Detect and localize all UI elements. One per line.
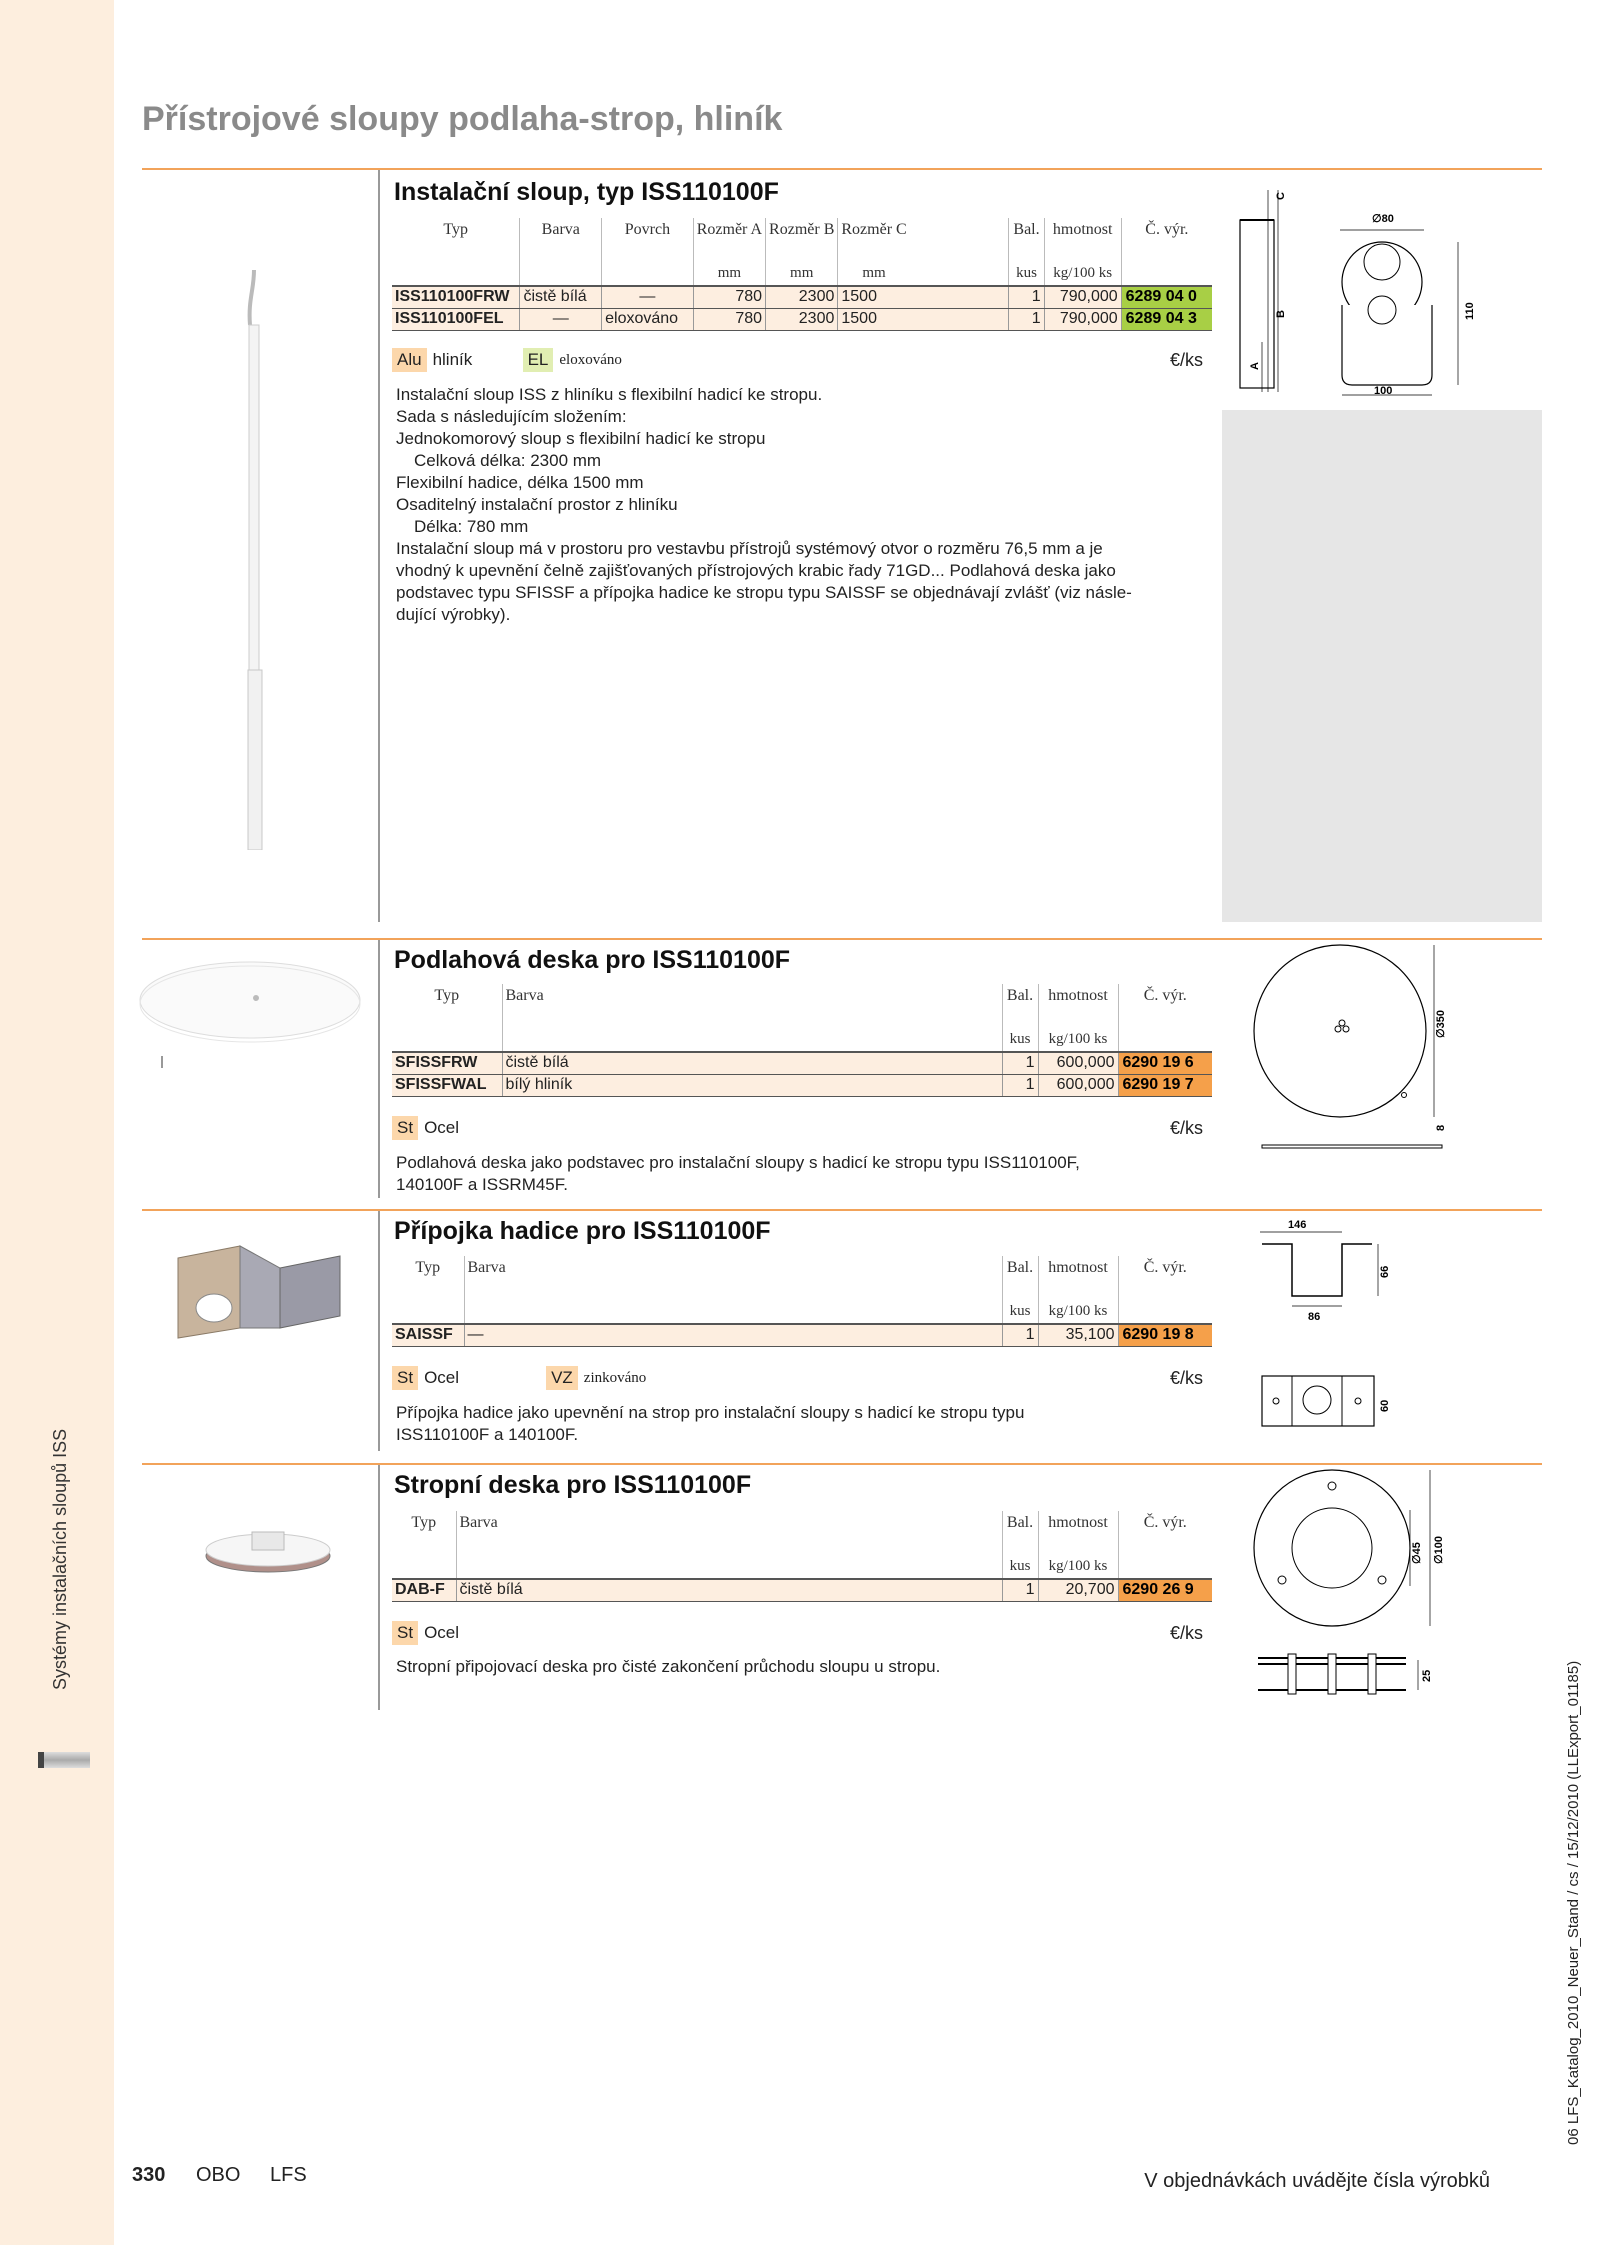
- svg-text:C: C: [1275, 192, 1287, 200]
- hose-connector-photo: [170, 1228, 350, 1348]
- col-rozmer-c: Rozměr C: [838, 218, 910, 262]
- order-code: 6290 19 6: [1118, 1052, 1212, 1074]
- section1-divider: [378, 170, 380, 922]
- order-code: 6290 19 7: [1118, 1074, 1212, 1096]
- order-code: 6289 04 3: [1121, 308, 1212, 330]
- price-unit: €/ks: [1170, 350, 1204, 370]
- side-label: Systémy instalačních sloupů ISS: [50, 1428, 70, 1690]
- section1-materials: Alu hliník EL eloxováno: [392, 348, 622, 372]
- section1-title: Instalační sloup, typ ISS110100F: [394, 178, 779, 206]
- svg-text:110: 110: [1464, 302, 1476, 320]
- col-typ: Typ: [443, 221, 469, 238]
- svg-text:100: 100: [1374, 385, 1393, 397]
- finish-badge: EL: [523, 348, 554, 372]
- table-row: SFISSFRW čistě bílá 1 600,000 6290 19 6: [392, 1052, 1212, 1074]
- section3-drawing: [1222, 1214, 1542, 1449]
- section3-table: Typ Barva Bal. hmotnost Č. výr. kus kg/100 ks SAISSF — 1 35,100 6290 19 8: [392, 1256, 1212, 1347]
- brand-obo: OBO: [196, 2164, 241, 2186]
- section4-divider: [378, 1465, 380, 1710]
- col-hmotnost: hmotnost: [1044, 218, 1121, 262]
- table-row: SAISSF — 1 35,100 6290 19 8: [392, 1324, 1212, 1346]
- svg-text:∅100: ∅100: [1433, 1536, 1445, 1564]
- footer-note: V objednávkách uvádějte čísla výrobků: [1144, 2170, 1490, 2192]
- col-rozmer-a: Rozměr A: [693, 218, 765, 262]
- section4-title: Stropní deska pro ISS110100F: [394, 1471, 752, 1499]
- svg-text:B: B: [1275, 310, 1287, 318]
- section2-table: Typ Barva Bal. hmotnost Č. výr. kus kg/100 ks SFISSFRW čistě bílá 1 600,000 6290 19 6 SFISSFWAL bílý hliník 1 600,000 6290 19 7: [392, 984, 1212, 1097]
- table-row: ISS110100FRW čistě bílá — 780 2300 1500 1 790,000 6289 04 0: [392, 286, 1212, 308]
- section1-table: Typ Barva Povrch Rozměr A Rozměr B Rozměr C Bal. hmotnost Č. výr. mm mm mm kus kg/100 ks ISS110100FRW čistě bílá — 780 2300 1500 1 790,000 6289 04 0 ISS110100FEL — eloxováno 780 2300 1500 1 790,000 6289 04 3: [392, 218, 1212, 331]
- section2-top-rule: [142, 938, 1542, 940]
- section1-description: Instalační sloup ISS z hliníku s flexibilní hadicí ke stropu. Sada s následujícím složením: Jednokomorový sloup s flexibilní hadicí ke stropu Celková délka: 2300 mm Flexibilní hadice, délka 1500 mm Osaditelný instalační prostor z hliníku Délka: 780 mm Instalační sloup má v prostoru pro vestavbu přístrojů systémový otvor o rozměru 76,5 mm a je vhodný k upevnění čelně zajišťovaných přístrojových krabic řady 71GD... Podlahová deska jako podstavec typu SFISSF a přípojka hadice ke stropu typu SAISSF se objednávají zvlášť (viz násle- dující výrobky).: [396, 385, 1132, 624]
- section4-table: Typ Barva Bal. hmotnost Č. výr. kus kg/100 ks DAB-F čistě bílá 1 20,700 6290 26 9: [392, 1511, 1212, 1602]
- svg-text:146: 146: [1288, 1219, 1307, 1231]
- svg-text:∅45: ∅45: [1411, 1542, 1423, 1564]
- price-unit: €/ks: [1170, 1118, 1204, 1138]
- section2-drawing: [1222, 943, 1542, 1196]
- section3-description: Přípojka hadice jako upevnění na strop pro instalační sloupy s hadicí ke stropu typu ISS110100F a 140100F.: [396, 1403, 1025, 1444]
- col-povrch: Povrch: [602, 218, 694, 262]
- section2-title: Podlahová deska pro ISS110100F: [394, 946, 791, 974]
- section3-top-rule: [142, 1209, 1542, 1211]
- brand-lfs: LFS: [270, 2164, 307, 2186]
- table-row: SFISSFWAL bílý hliník 1 600,000 6290 19 7: [392, 1074, 1212, 1096]
- svg-text:∅80: ∅80: [1372, 213, 1394, 225]
- material-badge: St: [392, 1366, 418, 1390]
- svg-text:8: 8: [1435, 1124, 1447, 1131]
- svg-text:66: 66: [1379, 1265, 1391, 1278]
- order-code: 6289 04 0: [1121, 286, 1212, 308]
- price-unit: €/ks: [1170, 1368, 1204, 1388]
- section2-divider: [378, 940, 380, 1198]
- page-title: Přístrojové sloupy podlaha-strop, hliník: [142, 100, 783, 138]
- table-row: ISS110100FEL — eloxováno 780 2300 1500 1 790,000 6289 04 3: [392, 308, 1212, 330]
- page-number: 330: [132, 2164, 166, 2186]
- section3-materials: St Ocel VZ zinkováno: [392, 1366, 646, 1390]
- section2-materials: St Ocel: [392, 1116, 459, 1140]
- svg-text:86: 86: [1308, 1311, 1321, 1323]
- floor-plate-photo: [130, 960, 370, 1070]
- finish-badge: VZ: [546, 1366, 578, 1390]
- svg-text:A: A: [1249, 362, 1261, 370]
- col-cvyr: Č. výr.: [1121, 218, 1212, 262]
- svg-text:60: 60: [1379, 1399, 1391, 1412]
- order-code: 6290 26 9: [1118, 1579, 1212, 1601]
- svg-text:25: 25: [1421, 1669, 1433, 1682]
- order-code: 6290 19 8: [1118, 1324, 1212, 1346]
- price-unit: €/ks: [1170, 1623, 1204, 1643]
- section4-description: Stropní připojovací deska pro čisté zakončení průchodu sloupu u stropu.: [396, 1657, 941, 1676]
- material-badge: St: [392, 1116, 418, 1140]
- section3-title: Přípojka hadice pro ISS110100F: [394, 1217, 771, 1245]
- material-badge: St: [392, 1621, 418, 1645]
- section4-drawing: [1222, 1468, 1542, 1708]
- section4-top-rule: [142, 1463, 1542, 1465]
- col-barva: Barva: [520, 218, 602, 262]
- col-rozmer-b: Rozměr B: [766, 218, 838, 262]
- material-badge: Alu: [392, 348, 427, 372]
- print-meta: 06 LFS_Katalog_2010_Neuer_Stand / cs / 15/12/2010 (LLExport_01185): [1565, 1660, 1582, 2145]
- side-strip: [0, 0, 114, 2245]
- side-tab-marker: [38, 1752, 90, 1768]
- table-row: DAB-F čistě bílá 1 20,700 6290 26 9: [392, 1579, 1212, 1601]
- section3-divider: [378, 1211, 380, 1451]
- col-bal: Bal.: [1009, 218, 1044, 262]
- column-product-photo: [240, 270, 280, 850]
- ceiling-plate-photo: [198, 1520, 338, 1580]
- section4-materials: St Ocel: [392, 1621, 459, 1645]
- svg-text:∅350: ∅350: [1435, 1010, 1447, 1038]
- section1-drawing: [1222, 170, 1542, 922]
- section2-description: Podlahová deska jako podstavec pro instalační sloupy s hadicí ke stropu typu ISS110100F, 140100F a ISSRM45F.: [396, 1153, 1080, 1194]
